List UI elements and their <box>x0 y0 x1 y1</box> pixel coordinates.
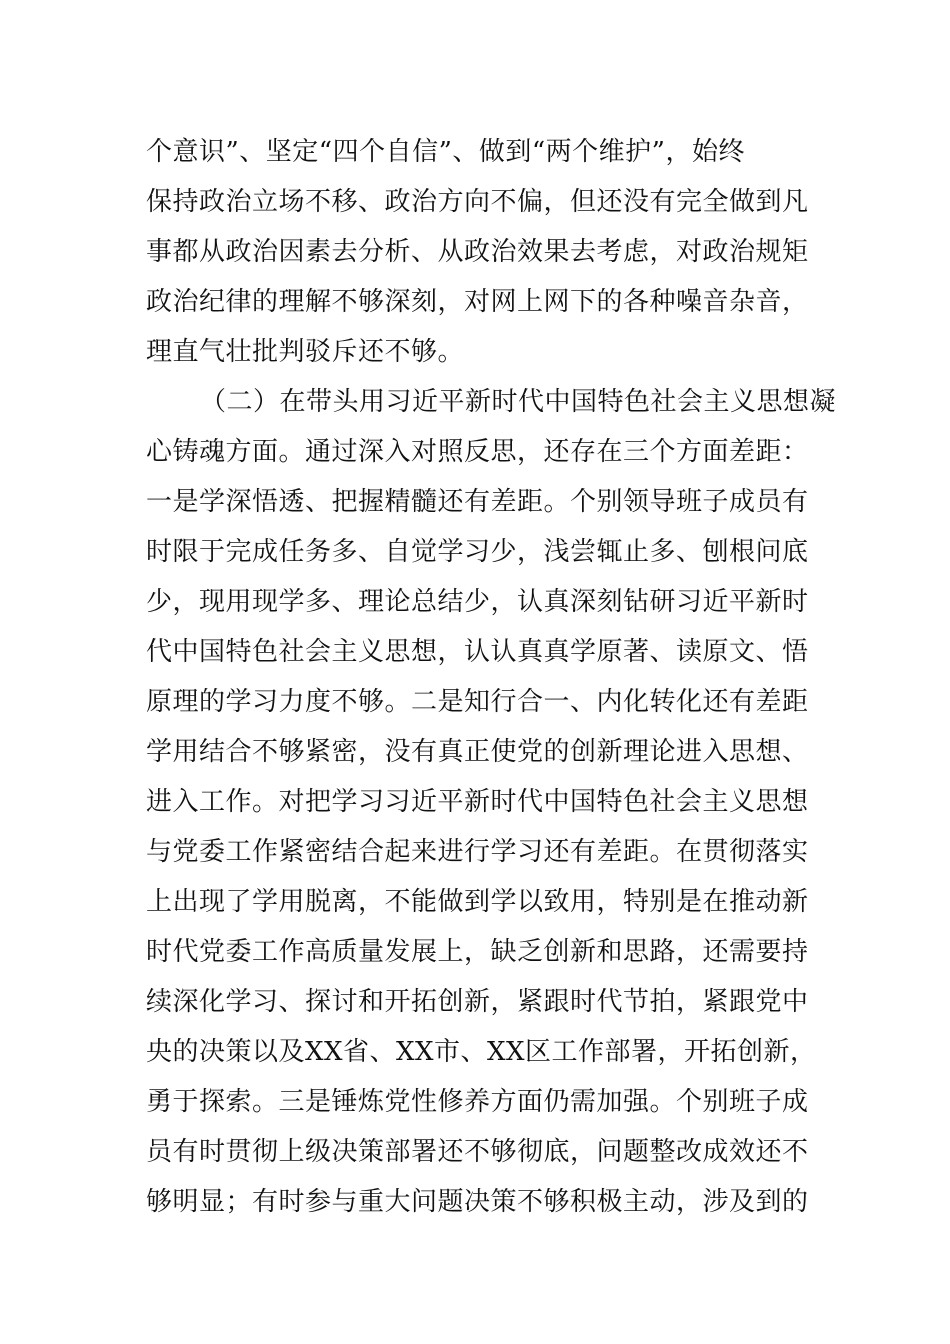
text-line: 续深化学习、探讨和开拓创新，紧跟时代节拍，紧跟党中 <box>146 987 809 1017</box>
text-line: 原理的学习力度不够。二是知行合一、内化转化还有差距 <box>146 687 809 717</box>
text-line: 个意识”、坚定“四个自信”、做到“两个维护”，始终 <box>146 137 745 167</box>
text-line: 时限于完成任务多、自觉学习少，浅尝辄止多、刨根问底 <box>146 537 809 567</box>
text-line: 与党委工作紧密结合起来进行学习还有差距。在贯彻落实 <box>146 837 809 867</box>
text-line: 够明显；有时参与重大问题决策不够积极主动，涉及到的 <box>146 1187 809 1217</box>
text-line: 勇于探索。三是锤炼党性修养方面仍需加强。个别班子成 <box>146 1087 809 1117</box>
text-line: 上出现了学用脱离，不能做到学以致用，特别是在推动新 <box>146 887 809 917</box>
text-line: 心铸魂方面。通过深入对照反思，还存在三个方面差距： <box>146 437 809 467</box>
text-line: 时代党委工作高质量发展上，缺乏创新和思路，还需要持 <box>146 937 809 967</box>
text-line: 央的决策以及XX省、XX市、XX区工作部署，开拓创新， <box>146 1037 817 1067</box>
text-line: 一是学深悟透、把握精髓还有差距。个别领导班子成员有 <box>146 487 809 517</box>
text-line: 进入工作。对把学习习近平新时代中国特色社会主义思想 <box>146 787 809 817</box>
text-line: 政治纪律的理解不够深刻，对网上网下的各种噪音杂音， <box>146 287 809 317</box>
text-line: 学用结合不够紧密，没有真正使党的创新理论进入思想、 <box>146 737 809 767</box>
text-line: 员有时贯彻上级决策部署还不够彻底，问题整改成效还不 <box>146 1137 809 1167</box>
text-line: 理直气壮批判驳斥还不够。 <box>146 337 465 367</box>
text-line: 保持政治立场不移、政治方向不偏，但还没有完全做到凡 <box>146 187 809 217</box>
text-line: 少，现用现学多、理论总结少，认真深刻钻研习近平新时 <box>146 587 809 617</box>
text-line: 代中国特色社会主义思想，认认真真学原著、读原文、悟 <box>146 637 809 667</box>
section-heading-line: （二）在带头用习近平新时代中国特色社会主义思想凝 <box>200 387 837 417</box>
text-line: 事都从政治因素去分析、从政治效果去考虑，对政治规矩 <box>146 237 809 267</box>
